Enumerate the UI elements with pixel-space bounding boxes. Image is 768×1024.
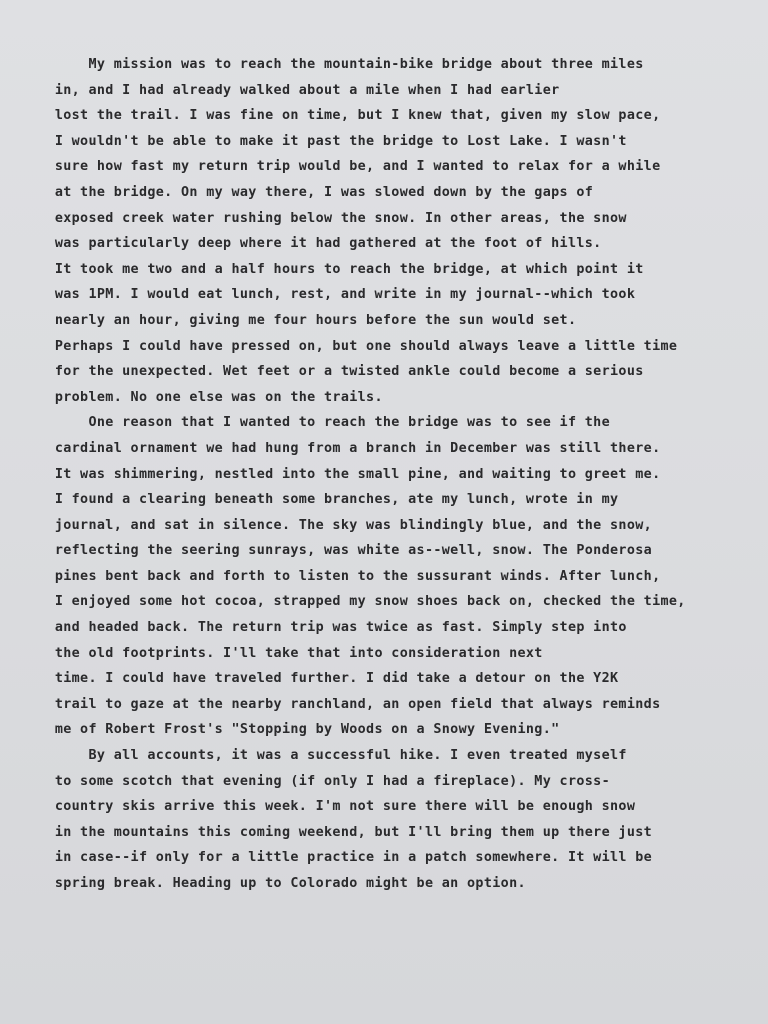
text-line: me of Robert Frost's "Stopping by Woods on a Snowy Evening.": [38, 722, 560, 738]
text-line: in case--if only for a little practice in a patch somewhere. It will be: [38, 850, 653, 866]
text-line: sure how fast my return trip would be, and I wanted to relax for a while: [38, 159, 661, 175]
text-line: nearly an hour, giving me four hours before the sun would set.: [38, 312, 577, 328]
text-line: to some scotch that evening (if only I had a fireplace). My cross-: [38, 773, 611, 789]
text-line: at the bridge. On my way there, I was slowed down by the gaps of: [38, 184, 594, 200]
text-line: I wouldn't be able to make it past the bridge to Lost Lake. I wasn't: [38, 133, 627, 149]
text-line: the old footprints. I'll take that into consideration next: [38, 645, 543, 661]
text-line: trail to gaze at the nearby ranchland, an open field that always reminds: [38, 696, 661, 712]
text-line: was particularly deep where it had gathered at the foot of hills.: [38, 236, 602, 252]
text-line: It was shimmering, nestled into the small pine, and waiting to greet me.: [38, 466, 661, 482]
text-line: Perhaps I could have pressed on, but one should always leave a little time: [38, 338, 678, 354]
text-line: for the unexpected. Wet feet or a twisted ankle could become a serious: [38, 364, 644, 380]
text-line: in, and I had already walked about a mile when I had earlier: [38, 82, 560, 98]
text-line: lost the trail. I was fine on time, but I knew that, given my slow pace,: [38, 108, 661, 124]
text-line: spring break. Heading up to Colorado might be an option.: [38, 876, 526, 891]
text-line: journal, and sat in silence. The sky was blindingly blue, and the snow,: [38, 517, 653, 533]
text-line: My mission was to reach the mountain-bike bridge about three miles: [38, 57, 644, 72]
text-line: country skis arrive this week. I'm not sure there will be enough snow: [38, 799, 636, 815]
text-line: time. I could have traveled further. I did take a detour on the Y2K: [38, 671, 619, 687]
text-line: was 1PM. I would eat lunch, rest, and write in my journal--which took: [38, 287, 636, 303]
text-line: problem. No one else was on the trails.: [38, 389, 383, 405]
text-line: It took me two and a half hours to reach the bridge, at which point it: [38, 261, 644, 277]
text-line: in the mountains this coming weekend, but I'll bring them up there just: [38, 824, 653, 840]
text-line: One reason that I wanted to reach the bridge was to see if the: [38, 415, 611, 431]
typed-text-block: [38, 52, 758, 897]
text-line: cardinal ornament we had hung from a branch in December was still there.: [38, 440, 661, 456]
text-line: I enjoyed some hot cocoa, strapped my snow shoes back on, checked the time,: [38, 594, 686, 610]
text-line: pines bent back and forth to listen to the sussurant winds. After lunch,: [38, 568, 661, 584]
text-line: and headed back. The return trip was twice as fast. Simply step into: [38, 620, 627, 636]
text-line: I found a clearing beneath some branches, ate my lunch, wrote in my: [38, 492, 619, 508]
text-line: exposed creek water rushing below the snow. In other areas, the snow: [38, 210, 627, 226]
text-line: reflecting the seering sunrays, was white as--well, snow. The Ponderosa: [38, 543, 653, 559]
text-line: By all accounts, it was a successful hike. I even treated myself: [38, 748, 627, 764]
